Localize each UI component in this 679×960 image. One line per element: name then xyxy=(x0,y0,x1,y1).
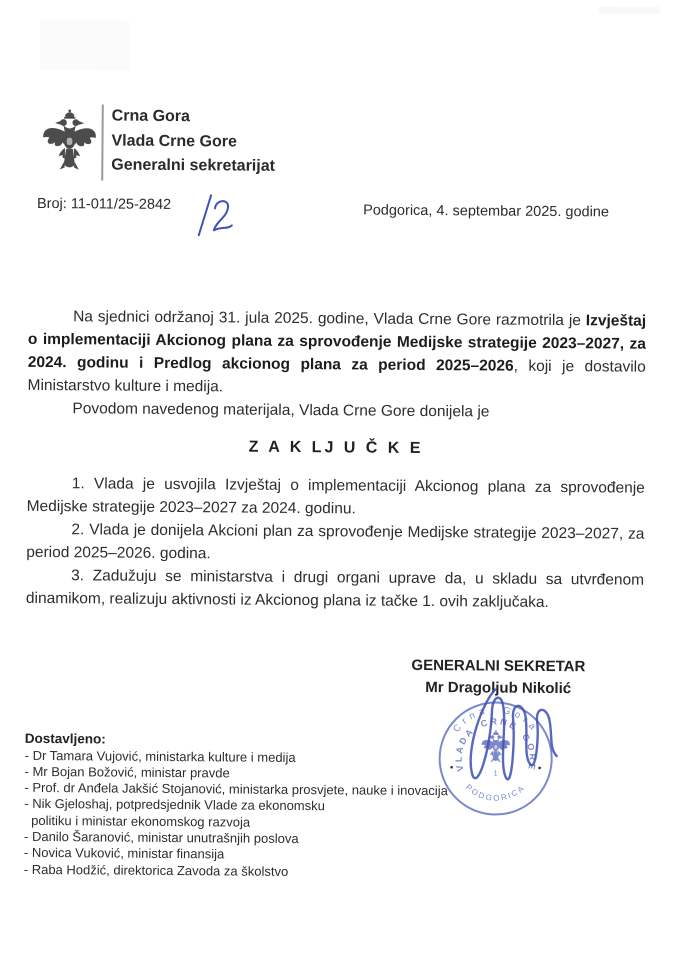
letterhead-text xyxy=(111,103,275,180)
org-department: Generalni sekretarijat xyxy=(111,156,276,175)
signatory-name: Mr Dragoljub Nikolić xyxy=(425,679,572,698)
conclusion-item-3: 3. Zadužuju se ministarstva i drugi organi uprave da, u skladu sa utvrđenom dinamikom, realizuju aktivnosti iz Akcionog plana iz tačke 1. ovih zaključaka. xyxy=(25,567,645,611)
meta-row xyxy=(29,196,609,221)
org-government: Vlada Crne Gore xyxy=(111,132,237,151)
stamp-outer-text: Crna Gora xyxy=(451,704,541,736)
scan-smudge xyxy=(599,6,661,13)
recipient-line: - Nik Gjeloshaj, potpredsjednik Vlade za ekonomsku xyxy=(24,796,325,814)
distribution-list xyxy=(23,730,498,882)
recipient-line-continuation: politiku i ministar ekonomskog razvoja xyxy=(31,812,251,830)
stamp-center-number: 1 xyxy=(493,768,498,778)
conclusion-item-1: 1. Vlada je usvojila Izvještaj o implementaciji Akcionog plana za sprovođenje Medijske strategije 2023–2027 za 2024. godinu. xyxy=(26,475,645,518)
signatory-title: GENERALNI SEKRETAR xyxy=(411,656,586,676)
intro-bold-title: Izvještaj o implementaciji Akcionog plana za sprovođenje Medijske strategije 2023–2027, za 2024. godinu i Predlog akcionog plana za period 2025–2026 xyxy=(27,312,647,375)
scan-smudge xyxy=(40,20,130,71)
handwritten-annotation-icon xyxy=(195,192,237,238)
recipient-line: - Prof. dr Anđela Jakšić Stojanović, ministarka prosvjete, nauke i inovacija xyxy=(24,779,448,799)
org-country: Crna Gora xyxy=(111,107,191,126)
stamp-bottom-text: PODGORICA xyxy=(463,782,527,803)
letterhead xyxy=(41,102,275,184)
conclusion-item-2: 2. Vlada je donijela Akcioni plan za sprovođenje Medijske strategije 2023–2027, za period 2025–2026. godina. xyxy=(26,521,645,563)
conclusions-heading: Z A K LJ U Č K E xyxy=(248,438,424,457)
letterhead-divider xyxy=(101,104,104,180)
second-paragraph: Povodom navedenog materijala, Vlada Crne Gore donijela je xyxy=(72,400,490,421)
recipient-line: - Novica Vuković, ministar finansija xyxy=(23,845,225,862)
distribution-label: Dostavljeno: xyxy=(24,730,106,747)
document-number: Broj: 11-011/25-2842 xyxy=(37,196,171,213)
intro-paragraph: Na sjednici održanoj 31. jula 2025. godine, Vlada Crne Gore razmotrila je Izvještaj o implementaciji Akcionog plana za sprovođenje Medijske strategije 2023–2027, za 2024. godinu i Predlog akcionog plana za period 2025–2026, koji je dostavilo Ministarstvo kulture i medija. xyxy=(27,308,647,396)
recipient-line: - Danilo Šaranović, ministar unutrašnjih poslova xyxy=(23,828,299,846)
montenegro-coat-of-arms-icon xyxy=(41,102,98,182)
recipient-line: - Raba Hodžić, direktorica Zavoda za školstvo xyxy=(23,861,289,879)
stamp-ring-text: VLADA CRNE GORE xyxy=(453,716,538,773)
recipient-line: - Mr Bojan Božović, ministar pravde xyxy=(24,763,230,781)
place-and-date: Podgorica, 4. septembar 2025. godine xyxy=(363,202,610,221)
conclusions-list xyxy=(26,472,645,615)
document-body xyxy=(26,305,646,615)
recipient-line: - Dr Tamara Vujović, ministarka kulture i medija xyxy=(24,747,296,765)
